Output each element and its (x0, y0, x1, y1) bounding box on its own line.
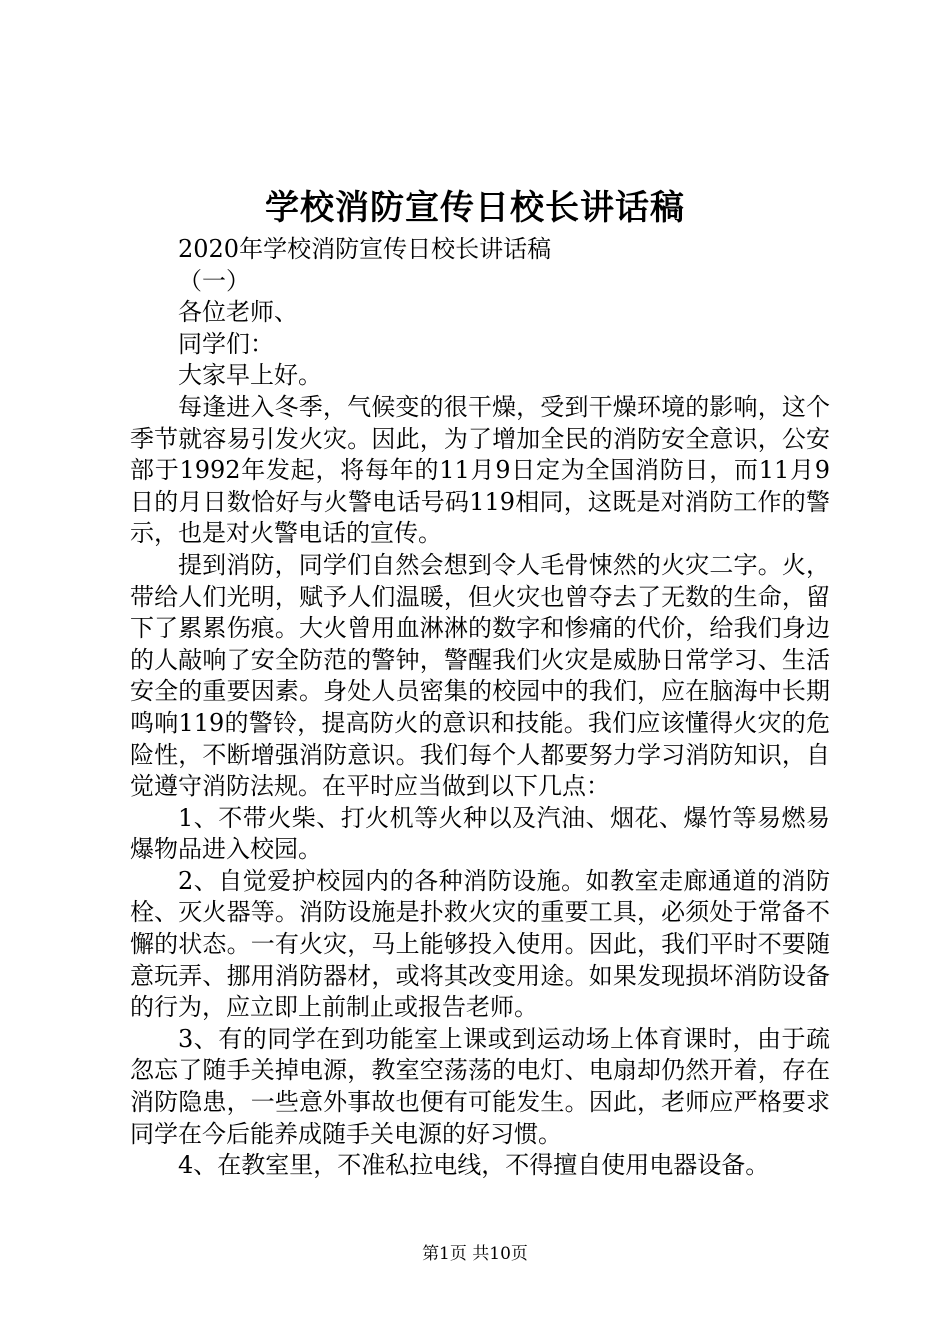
greeting-morning: 大家早上好。 (178, 361, 322, 390)
paragraph-point-1: 1、不带火柴、打火机等火种以及汽油、烟花、爆竹等易燃易爆物品进入校园。 (130, 803, 830, 864)
page-indicator: 第1页 共10页 (422, 1244, 528, 1264)
document-title: 学校消防宣传日校长讲话稿 (265, 188, 685, 228)
paragraph-intro: 每逢进入冬季，气候变的很干燥，受到干燥环境的影响，这个季节就容易引发火灾。因此，为了增加全民的消防安全意识，公安部于1992年发起，将每年的11月9日定为全国消防日，而11月9日的月日数恰好与火警电话号码119相同，这既是对消防工作的警示，也是对火警电话的宣传。 (130, 392, 830, 548)
paragraph-point-2: 2、自觉爱护校园内的各种消防设施。如教室走廊通道的消防栓、灭火器等。消防设施是扑救火灾的重要工具，必须处于常备不懈的状态。一有火灾，马上能够投入使用。因此，我们平时不要随意玩弄、挪用消防器材，或将其改变用途。如果发现损坏消防设备的行为，应立即上前制止或报告老师。 (130, 866, 830, 1022)
document-subtitle: 2020年学校消防宣传日校长讲话稿 (178, 235, 552, 263)
document-body (130, 234, 830, 1182)
paragraph-fire-awareness: 提到消防，同学们自然会想到令人毛骨悚然的火灾二字。火，带给人们光明，赋予人们温暖，但火灾也曾夺去了无数的生命，留下了累累伤痕。大火曾用血淋淋的数字和惨痛的代价，给我们身边的人敲响了安全防范的警钟，警醒我们火灾是威胁日常学习、生活安全的重要因素。身处人员密集的校园中的我们，应在脑海中长期鸣响119的警铃，提高防火的意识和技能。我们应该懂得火灾的危险性，不断增强消防意识。我们每个人都要努力学习消防知识，自觉遵守消防法规。在平时应当做到以下几点： (130, 550, 830, 801)
paragraph-point-3: 3、有的同学在到功能室上课或到运动场上体育课时，由于疏忽忘了随手关掉电源，教室空荡荡的电灯、电扇却仍然开着，存在消防隐患，一些意外事故也便有可能发生。因此，老师应严格要求同学在今后能养成随手关电源的好习惯。 (130, 1024, 830, 1148)
greeting-teachers: 各位老师、 (178, 298, 298, 327)
section-marker: （一） (178, 266, 250, 295)
greeting-students: 同学们： (178, 329, 274, 358)
paragraph-point-4: 4、在教室里，不准私拉电线，不得擅自使用电器设备。 (178, 1151, 770, 1180)
